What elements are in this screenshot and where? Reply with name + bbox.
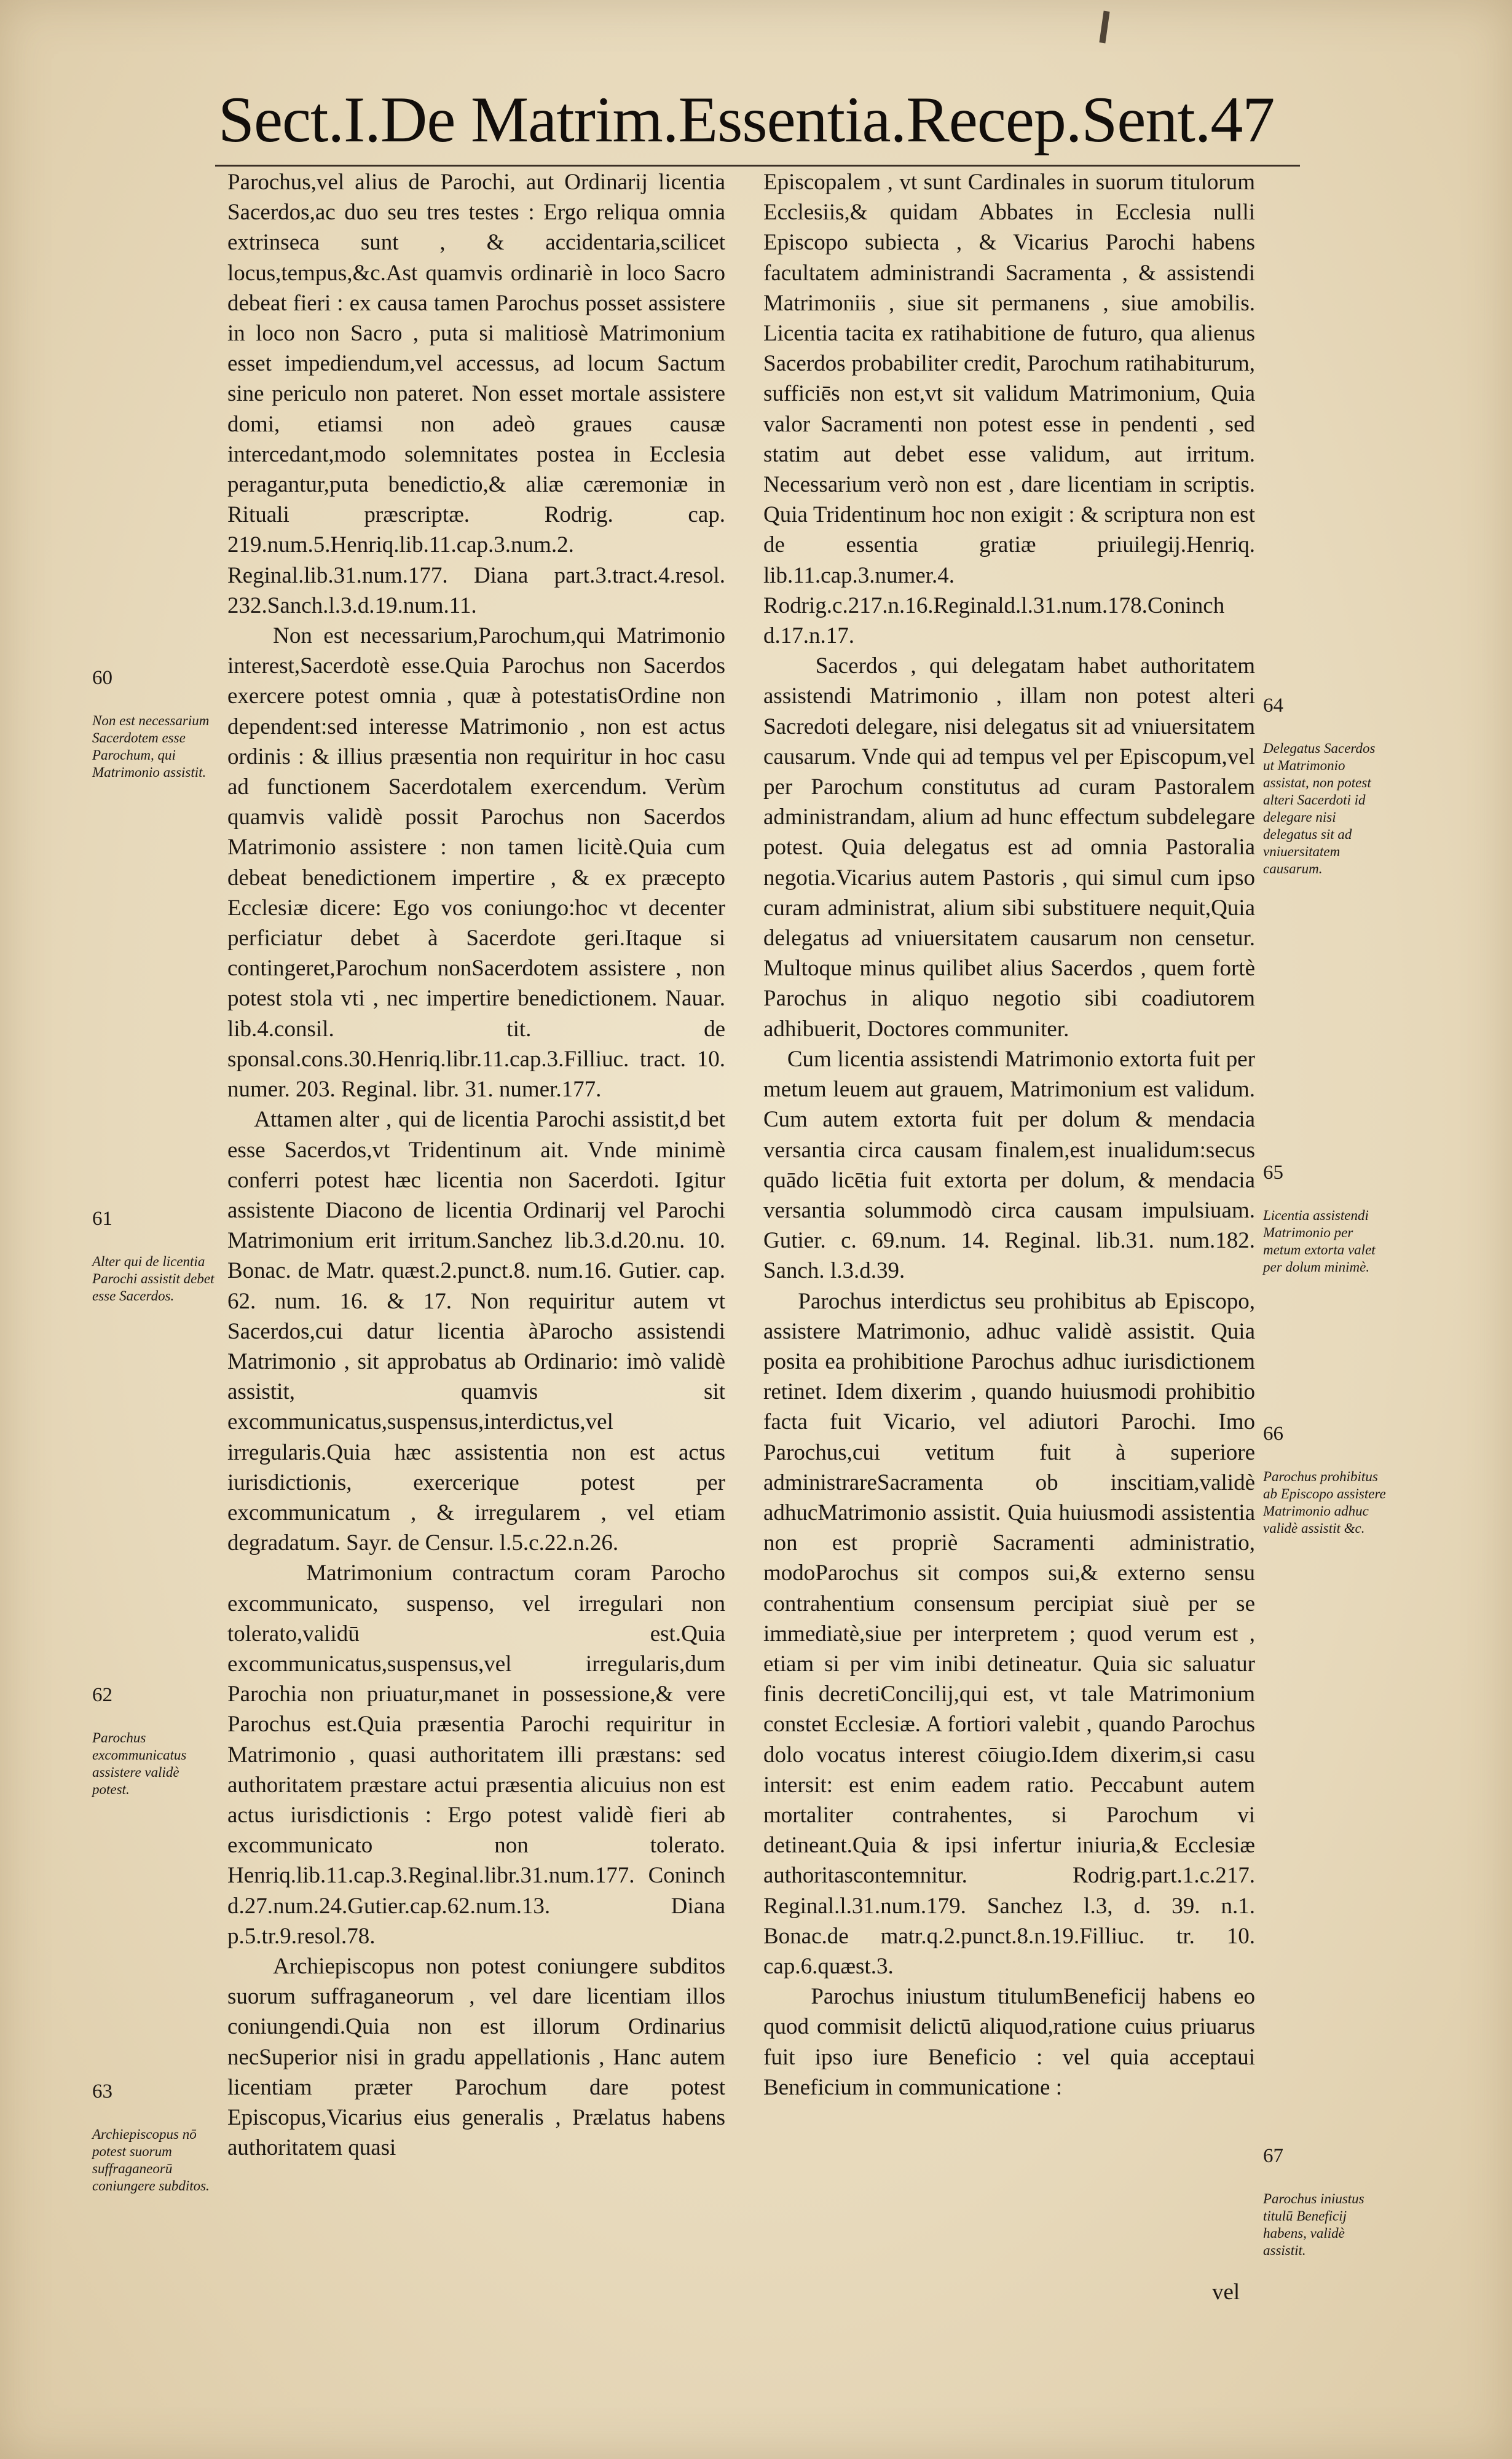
margin-note-number: 65 xyxy=(1263,1162,1283,1184)
margin-note-66 xyxy=(1263,1404,1386,1537)
margin-note-number: 60 xyxy=(92,667,112,689)
header-rule xyxy=(215,165,1300,167)
catchword: vel xyxy=(1212,2280,1240,2305)
margin-note-text: Licentia assistendi Matrimonio per metum extorta valet per dolum minimè. xyxy=(1263,1208,1376,1275)
margin-note-number: 63 xyxy=(92,2080,112,2103)
margin-note-text: Delegatus Sacerdos ut Matrimonio assistat, non potest alteri Sacerdoti id delegare nisi delegatus sit ad vniuersitatem causarum. xyxy=(1263,741,1376,876)
margin-note-63 xyxy=(92,2062,218,2195)
margin-note-64 xyxy=(1263,676,1386,878)
ink-mark xyxy=(1099,11,1109,44)
right-text-column: Episcopalem , vt sunt Cardinales in suorum titulorum Ecclesiis,& quidam Abbates in Ecclesia nulli Episcopo subiecta , & Vicarius Parochi habens facultatem administrandi Sacramenta , & assistendi Matrimoniis , siue sit permanens , siue amobilis. Licentia tacita ex ratihabitione de futuro, qua alienus Sacerdos probabiliter credit, Parochum ratihabiturum, sufficiēs non est,vt sit validum Matrimonium, Quia valor Sacramenti non potest esse in pendenti , sed statim aut debet esse validum, aut irritum. Necessarium verò non est , dare licentiam in scriptis. Quia Tridentinum hoc non exigit : & scriptura non est de essentia gratiæ priuilegij.Henriq. lib.11.cap.3.numer.4. Rodrig.c.217.n.16.Reginald.l.31.num.178.Coninch d.17.n.17. Sacerdos , qui delegatam habet authoritatem assistendi Matrimonio , illam non potest alteri Sacredoti delegare, nisi delegatus sit ad vniuersitatem causarum. Vnde qui ad tempus vel per Episcopum,vel per Parochum constitutus ad curam Pastoralem administrandam, alium ad hunc effectum subdelegare potest. Quia delegatus est ad omnia Pastoralia negotia.Vicarius autem Pastoris , qui simul cum ipso curam administrat, alium sibi substituere nequit,Quia delegatus ad vniuersitatem causarum non censetur. Multoque minus quilibet alius Sacerdos , quem fortè Parochus in aliquo negotio sibi coadiutorem adhibuerit, Doctores communiter. Cum licentia assistendi Matrimonio extorta fuit per metum leuem aut grauem, Matrimonium est validum. Cum autem extorta fuit per dolum & mendacia versantia circa causam finalem,est inualidum:secus quādo licētia fuit extorta per dolum, & mendacia versantia solummodò circa causam impulsiuam. Gutier. c. 69.num. 14. Reginal. lib.31. num.182. Sanch. l.3.d.39. Parochus interdictus seu prohibitus ab Episcopo, assistere Matrimonio, adhuc validè assistit. Quia posita ea prohibitione Parochus adhuc iurisdictionem retinet. Idem dixerim , quando huiusmodi prohibitio facta fuit Vicario, vel adiutori Parochi. Imo Parochus,cui vetitum fuit à superiore administrareSacramenta ob inscitiam,validè adhucMatrimonio assistit. Quia huiusmodi assistentia non est propriè Sacramenti administratio, modoParochus sit compos sui,& externo sensu contrahentium consensum percipiat siuè per se immediatè,siue per interpretem ; quod verum est , etiam si per vim inibi detineatur. Quia sic saluatur finis decretiConcilij,qui est, vt tale Matrimonium constet Ecclesiæ. A fortiori valebit , quando Parochus dolo vocatus interest cōiugio.Idem dixerim,si casu intersit: est enim eadem ratio. Peccabunt autem mortaliter contrahentes, si Parochum vi detineant.Quia & ipsi infertur iniuria,& Ecclesiæ authoritascontemnitur. Rodrig.part.1.c.217. Reginal.l.31.num.179. Sanchez l.3, d. 39. n.1. Bonac.de matr.q.2.punct.8.n.19.Filliuc. tr. 10. cap.6.quæst.3. Parochus iniustum titulumBeneficij habens eo quod commisit delictū aliquod,ratione cuius priuarus fuit ipso iure Beneficio : vel quia acceptaui Beneficium in communicatione : xyxy=(763,170,1256,2100)
margin-note-60 xyxy=(92,648,218,781)
margin-note-number: 61 xyxy=(92,1208,112,1230)
margin-note-text: Parochus prohibitus ab Episcopo assistere Matrimonio adhuc validè assistit &c. xyxy=(1263,1469,1386,1536)
margin-note-text: Parochus iniustus titulū Beneficij habens, validè assistit. xyxy=(1263,2191,1364,2258)
running-header: Sect.I.De Matrim.Essentia.Recep.Sent.47 xyxy=(218,84,1275,155)
margin-note-62 xyxy=(92,1666,218,1798)
margin-note-number: 67 xyxy=(1263,2145,1283,2167)
margin-note-text: Archiepiscopus nō potest suorum suffraganeorū coniungere subditos. xyxy=(92,2127,210,2193)
margin-note-number: 66 xyxy=(1263,1423,1283,1445)
left-text-column: Parochus,vel alius de Parochi, aut Ordinarij licentia Sacerdos,ac duo seu tres testes : Ergo reliqua omnia extrinseca sunt , & accidentaria,scilicet locus,tempus,&c.Ast quamvis ordinariè in loco Sacro debeat fieri : ex causa tamen Parochus posset assistere in loco non Sacro , puta si malitiosè Matrimonium esset impediendum,vel accessus, ad locum Sactum sine periculo non pateret. Non esset mortale assistere domi, etiamsi non adeò graues causæ intercedant,modo solemnitates postea in Ecclesia peragantur,puta benedictio,& aliæ cæremoniæ in Rituali præscriptæ. Rodrig. cap. 219.num.5.Henriq.lib.11.cap.3.num.2. Reginal.lib.31.num.177. Diana part.3.tract.4.resol. 232.Sanch.l.3.d.19.num.11. Non est necessarium,Parochum,qui Matrimonio interest,Sacerdotè esse.Quia Parochus non Sacerdos exercere potest omnia , quæ à potestatisOrdine non dependent:sed interesse Matrimonio , non est actus ordinis : & illius præsentia non requiritur in hoc casu ad functionem Sacerdotalem exercendum. Verùm quamvis validè possit Parochus non Sacerdos Matrimonio assistere : non tamen licitè.Quia cum debeat benedictionem impertire , & ex præcepto Ecclesiæ dicere: Ego vos coniungo:hoc vt decenter perficiatur debet à Sacerdote geri.Itaque si contingeret,Parochum nonSacerdotem assistere , non potest stola vti , nec impertire benedictionem. Nauar. lib.4.consil. tit. de sponsal.cons.30.Henriq.libr.11.cap.3.Filliuc. tract. 10. numer. 203. Reginal. libr. 31. numer.177. Attamen alter , qui de licentia Parochi assistit,d bet esse Sacerdos,vt Tridentinum ait. Vnde minimè conferri potest hæc licentia non Sacerdoti. Igitur assistente Diacono de licentia Ordinarij vel Parochi Matrimonium erit irritum.Sanchez lib.3.d.20.nu. 10. Bonac. de Matr. quæst.2.punct.8. num.16. Gutier. cap. 62. num. 16. & 17. Non requiritur autem vt Sacerdos,cui datur licentia àParocho assistendi Matrimonio , sit approbatus ab Ordinario: imò validè assistit, quamvis sit excommunicatus,suspensus,interdictus,vel irregularis.Quia hæc assistentia non est actus iurisdictionis, exercerique potest per excommunicatum , & irregularem , vel etiam degradatum. Sayr. de Censur. l.5.c.22.n.26. Matrimonium contractum coram Parocho excommunicato, suspenso, vel irregulari non tolerato,validū est.Quia excommunicatus,suspensus,vel irregularis,dum Parochia non priuatur,manet in possessione,& vere Parochus est.Quia præsentia Parochi requiritur in Matrimonio , quasi authoritatem illi præstans: sed authoritatem præstare actui præsentia alicuius non est actus iurisdictionis : Ergo potest validè fieri ab excommunicato non tolerato. Henriq.lib.11.cap.3.Reginal.libr.31.num.177. Coninch d.27.num.24.Gutier.cap.62.num.13. Diana p.5.tr.9.resol.78. Archiepiscopus non potest coniungere subditos suorum suffraganeorum , vel dare licentiam illos coniungendi.Quia non est illorum Ordinarius necSuperior nisi in gradu appellationis , Hanc autem licentiam præter Parochum dare potest Episcopus,Vicarius eius generalis , Prælatus habens authoritatem quasi xyxy=(227,170,726,2161)
margin-note-61 xyxy=(92,1189,218,1305)
margin-note-text: Alter qui de licentia Parochi assistit debet esse Sacerdos. xyxy=(92,1254,215,1304)
margin-note-67 xyxy=(1263,2127,1386,2259)
margin-note-number: 62 xyxy=(92,1684,112,1706)
margin-note-text: Parochus excommunicatus assistere validè potest. xyxy=(92,1730,187,1797)
margin-note-text: Non est necessarium Sacerdotem esse Parochum, qui Matrimonio assistit. xyxy=(92,713,210,780)
margin-note-number: 64 xyxy=(1263,694,1283,717)
margin-note-65 xyxy=(1263,1143,1386,1276)
